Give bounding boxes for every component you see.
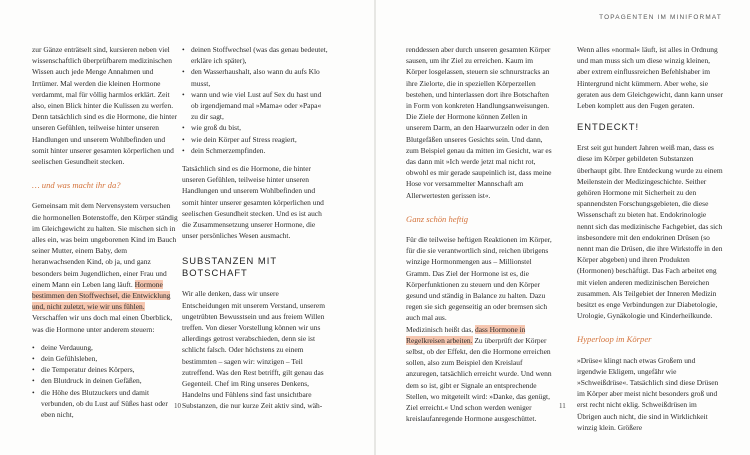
list-item: • wann und wie viel Lust auf Sex du hast und ob irgendjemand mal »Mama« oder »Papa« zu dir sagt, <box>182 89 328 123</box>
paragraph: renddessen aber durch unseren gesamten Körper sausen, um ihr Ziel zu erreichen. Kaum im Körper losgelassen, steuern sie schnurstracks an ihre Zielorte, die in speziellen Körperzellen bestehen, und hinterlassen dort ihre Botschaften in Form von konkreten Handlungsanweisungen. Die Ziele der Hormone können Zellen in unserem Darm, an den Haarwurzeln oder in den Blutgefäßen unseres Gesichts sein. Und dann, zum Beispiel genau da mitten im Gesicht, war es das dann mit »Ich werde jetzt mal nicht rot, obwohl es mir gerade saupeinlich ist, dass meine Hose vor versammelter Mannschaft am Allerwertesten gerissen ist«. <box>406 45 552 200</box>
list-item: • wie groß du bist, <box>182 122 328 133</box>
left-page <box>0 0 374 455</box>
bullet-list <box>32 342 178 420</box>
paragraph: »Drüse« klingt nach etwas Großem und irgendwie Ekligem, ungefähr wie »Schweißdrüse«. Tatsächlich sind diese Drüsen im Körper aber meist nicht besonders groß und erst recht nicht eklig. Schweißdrüsen im Übrigen auch nicht, die sind in Wirklichkeit winzig klein. Größere <box>577 355 719 432</box>
paragraph: zur Gänze enträtselt sind, kursieren neben viel wissenschaftlich überprüfbarem medizinischen Wissen auch jede Menge Annahmen und Irrtümer. Mal werden die kleinen Hormone verdammt, mal für völlig harmlos erklärt. Zeit also, einen Blick hinter die Kulissen zu werfen. Denn tatsächlich sind es die Hormone, die hinter unseren Gefühlen, teilweise hinter unseren Handlungen und unserem Wohlbefinden und somit hinter unserer gesamten körperlichen und seelischen Gesundheit stecken. <box>32 45 177 167</box>
list-item: • den Blutdruck in deinen Gefäßen, <box>32 375 178 386</box>
page-number: 11 <box>559 402 566 410</box>
list-item: • dein Gefühlsleben, <box>32 353 178 364</box>
highlighted-text: dass Hormone in Regelkreisen arbeiten. <box>406 324 526 345</box>
paragraph: Gemeinsam mit dem Nervensystem versuchen die hormonellen Botenstoffe, den Körper ständig im Gleichgewicht zu halten. Sie mischen sich in alles ein, was beim ungeborenen Kind im Bauch seiner Mutter, einem Baby, dem heranwachsenden Kind, ob ja, und ganz besonders beim Jugendlichen, einer Frau und einem Mann ein Leben lang läuft. Hormone bestimmen den Stoffwechsel, die Entwicklung und, nicht zuletzt, wie wir uns fühlen. Verschaffen wir uns doch mal einen Überblick, was die Hormone unter anderem steuern: <box>32 201 178 334</box>
paragraph: Medizinisch heißt das, dass Hormone in Regelkreisen arbeiten. Zu überprüft der Körper selbst, ob der Effekt, den die Hormone erreichen sollen, also zum Beispiel den Kreislauf anzuregen, tatsächlich erreicht wurde. Und wenn dem so ist, gibt er Signale an entsprechende Stellen, wo mitgeteilt wird: »Danke, das genügt, Ziel erreicht.« Und schon werden weniger kreislaufanregende Hormone ausgeschüttet. <box>406 324 552 424</box>
paragraph: Wenn alles »normal« läuft, ist alles in Ordnung und man muss sich um diese winzig kleinen, aber extrem einflussreichen Befehlshaber im Hintergrund nicht kümmern. Aber wehe, sie geraten aus dem Gleichgewicht, dann kann unser Leben komplett aus den Fugen geraten. <box>577 45 724 111</box>
list-item: • den Wasserhaushalt, also wann du aufs Klo musst, <box>182 66 328 88</box>
subheading: Hyperloop im Körper <box>577 334 652 345</box>
section-heading: SUBSTANZEN MIT BOTSCHAFT <box>182 255 277 279</box>
subheading: … und was macht ihr da? <box>32 180 121 191</box>
list-item: • dein Schmerzempfinden. <box>182 145 328 156</box>
paragraph: Wir alle denken, dass wir unsere Entscheidungen mit unserem Verstand, unserem ungetrübten Bewusstsein und aus freiem Willen treffen. Von dieser Vorstellung können wir uns allerdings getrost verabschieden, denn sie ist schlicht falsch. Oder höchstens zu einem bestimmten – sagen wir: winzigen – Teil zutreffend. Was den Rest betrifft, gilt genau das Gegenteil. Chef im Ring unseres Denkens, Handelns und Fühlens sind fast unsichtbare Substanzen, die nur kurze Zeit aktiv sind, wäh- <box>182 289 325 411</box>
page-number: 10 <box>174 402 181 410</box>
paragraph: Für die teilweise heftigen Reaktionen im Körper, für die sie verantwortlich sind, reichen übrigens winzige Hormonmengen aus – Millionstel Gramm. Das Ziel der Hormone ist es, die Körperfunktionen zu steuern und den Körper gesund und ständig in Balance zu halten. Dazu regen sie sich gegenseitig an oder bremsen sich auch mal aus. <box>406 235 552 323</box>
list-item: • deinen Stoffwechsel (was das genau bedeutet, erkläre ich später), <box>182 44 328 66</box>
left-column-2 <box>182 44 328 412</box>
running-head: TOPAGENTEN IM MINIFORMAT <box>599 14 722 21</box>
list-item: • deine Verdauung, <box>32 342 178 353</box>
left-column-1 <box>32 44 178 420</box>
paragraph: Erst seit gut hundert Jahren weiß man, dass es diese im Körper gebildeten Substanzen überhaupt gibt. Ihre Entdeckung wurde zu einem Meilenstein der Medizingeschichte. Seither gehören Hormone mit Sicherheit zu den spannendsten Forschungsgebieten, die diese Wissenschaft zu bieten hat. Endokrinologie nennt sich das medizinische Fachgebiet, das sich insbesondere mit den endokrinen Drüsen (so nennt man die Drüsen, die ihre Wirkstoffe in den Körper abgeben) und ihren Produkten (Hormonen) beschäftigt. Das Fach arbeitet eng mit vielen anderen medizinischen Bereichen zusammen. Als Teilgebiet der Inneren Medizin besitzt es enge Verbindungen zur Diabetologie, Urologie, Gynäkologie und Kinderheilkunde. <box>577 143 723 321</box>
list-item: • wie dein Körper auf Stress reagiert, <box>182 134 328 145</box>
list-item: • die Höhe des Blutzuckers und damit verbunden, ob du Lust auf Süßes hast oder eben nicht, <box>32 387 178 421</box>
list-item: • die Temperatur deines Körpers, <box>32 364 178 375</box>
highlighted-text: Hormone bestimmen den Stoffwechsel, die Entwicklung und, nicht zuletzt, wie wir uns fühlen. <box>32 279 171 312</box>
right-page <box>376 0 750 455</box>
right-column-1 <box>406 44 552 425</box>
paragraph: Tatsächlich sind es die Hormone, die hinter unseren Gefühlen, teilweise hinter unseren Handlungen und unserem Wohlbefinden und somit hinter unserer gesamten körperlichen und seelischen Gesundheit stecken. Und es ist auch die Zusammensetzung unserer Hormone, die unser persönliches Wesen ausmacht. <box>182 164 324 241</box>
subheading: Ganz schön heftig <box>406 213 469 224</box>
right-column-2 <box>577 44 723 433</box>
section-heading: ENTDECKT! <box>577 121 640 133</box>
bullet-list <box>182 44 328 156</box>
